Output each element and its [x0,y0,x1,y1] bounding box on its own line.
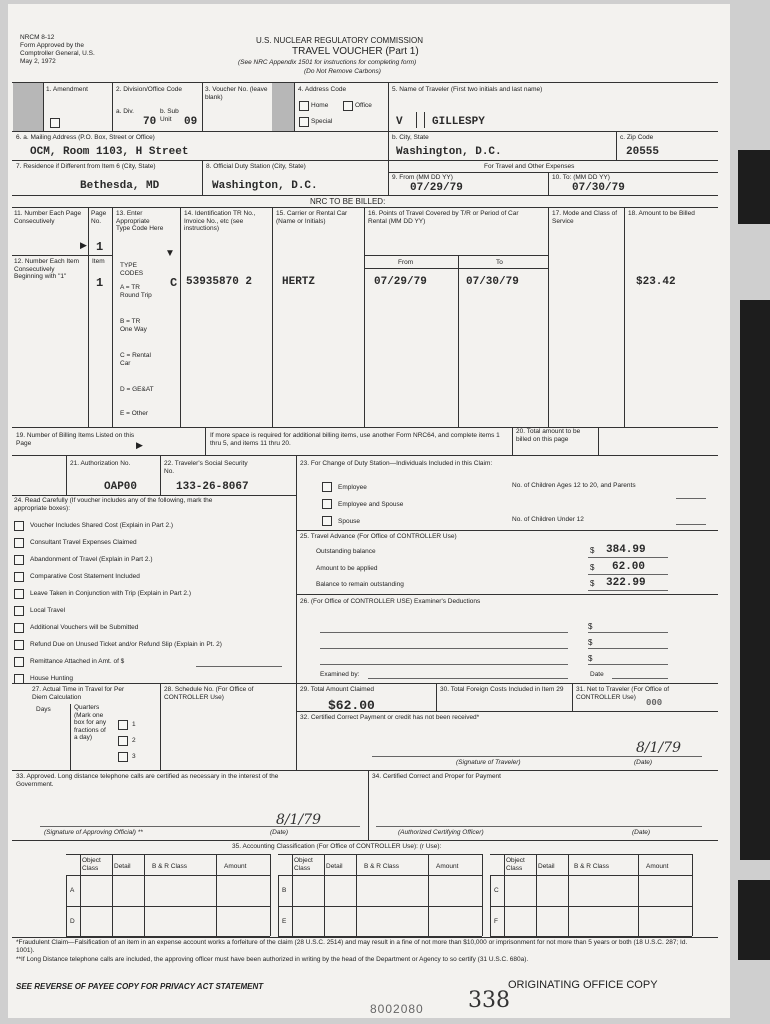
remaining-dollar: $ [590,579,595,588]
checklist-checkbox[interactable] [14,640,24,650]
voucher-no-label: 3. Voucher No. (leave blank) [205,86,268,101]
from-date: 07/29/79 [410,182,463,194]
examined-date-label: Date [590,671,604,678]
row-label: F [494,918,498,925]
checklist-item: Leave Taken in Conjunction with Trip (Explain in Part 2.) [30,590,192,597]
traveler-initial: V [396,116,403,128]
page-mark: 338 [468,988,510,1013]
type-code-c: C = Rental Car [120,352,151,367]
item-label: Item [92,258,105,265]
identification-label: 14. Identification TR No., Invoice No., etc (see instructions) [184,210,256,232]
quarter-checkbox[interactable] [118,736,128,746]
from-date-label: 9. From (MM DD YY) [392,174,453,181]
binding-tape [738,150,770,224]
net-to-traveler-label: 31. Net to Traveler (For Office of CONTROLLER Use) [576,686,670,701]
spouse-checkbox[interactable] [322,516,332,526]
quarters-label: Quarters (Mark one box for any fractions of a day) [74,704,107,741]
quarter-checkbox[interactable] [118,752,128,762]
employee-spouse-checkbox[interactable] [322,499,332,509]
checklist-item: Consultant Travel Expenses Claimed [30,539,137,546]
zip-label: c. Zip Code [620,134,654,141]
period-to-label: To [496,259,503,266]
checklist-checkbox[interactable] [14,657,24,667]
col-br-class: B & R Class [152,863,188,870]
period-from-label: From [398,259,414,266]
applied-label: Amount to be applied [316,565,378,572]
period-from: 07/29/79 [374,276,427,288]
home-label: Home [311,102,329,109]
approval-line: Form Approved by the [20,42,84,49]
special-checkbox[interactable] [299,117,309,127]
checklist-item: Comparative Cost Statement Included [30,573,140,580]
remaining-amount: 322.99 [606,577,646,589]
outstanding-amount: 384.99 [606,544,646,556]
checklist-item: Local Travel [30,607,66,614]
mailing-address-label: 6. a. Mailing Address (P.O. Box, Street or Office) [16,134,155,141]
total-amount-page-label: 20. Total amount to be billed on this page [516,428,581,443]
ssn: 133-26-8067 [176,481,249,493]
type-code-a: A = TR Round Trip [120,284,152,299]
deduction-dollar: $ [588,654,593,663]
office-label: Office [355,102,372,109]
schedule-no-label: 28. Schedule No. (For Office of CONTROLLER Use) [164,686,254,701]
col-amount: Amount [436,863,459,870]
applied-amount: 62.00 [612,561,646,573]
col-object-class: Object Class [82,857,101,872]
quarter-number: 3 [132,753,136,760]
foreign-costs-label: 30. Total Foreign Costs Included in Item 29 [440,686,564,693]
quarter-number: 2 [132,737,136,744]
checklist-item: House Hunting [30,675,73,682]
document-number: 8002080 [370,1002,424,1016]
certified-date-label: (Date) [632,829,651,836]
sub-unit-label: b. Sub Unit [160,108,179,123]
amendment-checkbox[interactable] [50,118,60,128]
certifying-officer-label: (Authorized Certifying Officer) [398,829,484,836]
type-code-arrow-icon: ▼ [165,248,175,259]
col-br-class: B & R Class [574,863,610,870]
traveler-name-label: 5. Name of Traveler (First two initials and last name) [392,86,543,93]
div-label: a. Div. [116,108,134,115]
to-date-label: 10. To: (MM DD YY) [552,174,610,181]
checklist-item: Abandonment of Travel (Explain in Part 2.) [30,556,153,563]
row-label: B [282,887,287,894]
checklist-checkbox[interactable] [14,572,24,582]
approved-label: 33. Approved. Long distance telephone calls are certified as necessary in the interest of the Government. [16,773,279,788]
duty-station: Washington, D.C. [212,180,318,192]
approval-line: Comptroller General, U.S. [20,50,95,57]
special-label: Special [311,118,333,125]
change-duty-label: 23. For Change of Duty Station—Individuals Included in this Claim: [300,460,493,467]
col-amount: Amount [646,863,669,870]
type-code-label: 13. Enter Appropriate Type Code Here [116,210,164,232]
total-claimed-label: 29. Total Amount Claimed [300,686,374,693]
billing-items-count-label: 19. Number of Billing Items Listed on this Page [16,432,135,447]
more-space-note: If more space is required for additional billing items, use another Form NRC64, and complete items 1 thru 5, and items 11 thru 20. [210,432,500,447]
page-number-label: 11. Number Each Page Consecutively [14,210,82,225]
applied-dollar: $ [590,563,595,572]
row-label: A [70,887,75,894]
deduction-dollar: $ [588,622,593,631]
children-12-20-label: No. of Children Ages 12 to 20, and Parents [512,482,636,489]
to-date: 07/30/79 [572,182,625,194]
expenses-label: For Travel and Other Expenses [484,163,575,170]
office-checkbox[interactable] [343,101,353,111]
binding-tape [740,300,770,860]
ssn-label: 22. Traveler's Social Security No. [164,460,248,475]
quarter-checkbox[interactable] [118,720,128,730]
type-codes-heading: TYPE CODES [120,262,144,277]
sub-unit-value: 09 [184,116,198,128]
form-note: (Do Not Remove Carbons) [304,68,381,75]
checklist-item: Voucher Includes Shared Cost (Explain in Part 2.) [30,522,174,529]
amendment-label: 1. Amendment [46,86,88,93]
type-code-b: B = TR One Way [120,318,147,333]
checklist-checkbox[interactable] [14,521,24,531]
duty-station-label: 8. Official Duty Station (City, State) [206,163,306,170]
approved-date: 8/1/79 [276,812,322,828]
mailing-address: OCM, Room 1103, H Street [30,146,189,158]
employee-spouse-label: Employee and Spouse [338,501,404,508]
shaded-block [272,83,294,131]
page-no: 1 [96,240,104,254]
authorization-no: OAP00 [104,481,138,493]
certified-correct-label: 32. Certified Correct Payment or credit has not been received* [300,714,480,721]
form-subtitle: (See NRC Appendix 1501 for instructions for completing form) [238,59,417,66]
outstanding-dollar: $ [590,546,595,555]
col-detail: Detail [326,863,343,870]
actual-time-label: 27. Actual Time in Travel for Per Diem Calculation [32,686,125,701]
binding-tape [738,880,770,960]
spouse-label: Spouse [338,518,361,525]
remaining-label: Balance to remain outstanding [316,581,404,588]
row-label: D [70,918,75,925]
employee-label: Employee [338,484,367,491]
traveler-date-label: (Date) [634,759,653,766]
approved-date-label: (Date) [270,829,289,836]
children-under-12-label: No. of Children Under 12 [512,516,584,523]
checklist-item: Remittance Attached in Amt. of $ [30,658,125,665]
checklist-checkbox[interactable] [14,538,24,548]
carrier-label: 15. Carrier or Rental Car (Name or Initials) [276,210,348,225]
net-to-traveler: 000 [646,698,663,708]
type-code-e: E = Other [120,410,148,417]
checklist-checkbox[interactable] [14,623,24,633]
authorization-label: 21. Authorization No. [70,460,131,467]
item-no: 1 [96,276,104,290]
city-state: Washington, D.C. [396,146,502,158]
address-code-label: 4. Address Code [298,86,347,93]
checklist-item: Refund Due on Unused Ticket and/or Refund Slip (Explain in Pt. 2) [30,641,222,648]
traveler-name: GILLESPY [432,116,485,128]
type-code: C [170,276,178,290]
checklist-checkbox[interactable] [14,555,24,565]
col-br-class: B & R Class [364,863,400,870]
checklist-checkbox[interactable] [14,589,24,599]
traveler-date: 8/1/79 [636,740,682,756]
checklist-item: Additional Vouchers will be Submitted [30,624,139,631]
page-arrow-icon: ▶ [80,240,87,250]
billing-heading: NRC TO BE BILLED: [310,197,386,206]
examined-by-label: Examined by: [320,671,360,678]
form-number: NRCM 8-12 [20,34,55,41]
carrier: HERTZ [282,276,316,288]
form-title: TRAVEL VOUCHER (Part 1) [292,46,419,57]
accounting-label: 35. Accounting Classification (For Office of CONTROLLER Use): (r Use): [232,843,442,850]
copy-label: ORIGINATING OFFICE COPY [508,979,658,991]
read-carefully-label: 24. Read Carefully (If voucher includes any of the following, mark the appropriate boxes): [14,497,213,512]
home-checkbox[interactable] [299,101,309,111]
type-code-d: D = GE&AT [120,386,154,393]
travel-advance-label: 25. Travel Advance (For Office of CONTROLLER Use) [300,533,457,540]
traveler-signature-label: (Signature of Traveler) [456,759,521,766]
quarter-number: 1 [132,721,136,728]
div-value: 70 [143,116,157,128]
deduction-dollar: $ [588,638,593,647]
residence: Bethesda, MD [80,180,160,192]
col-amount: Amount [224,863,247,870]
phone-note: **If Long Distance telephone calls are included, the approving officer must have been authorized in writing by the head of the Department or Agency to so certify (31 U.S.C. 680a). [16,956,529,963]
outstanding-label: Outstanding balance [316,548,376,555]
privacy-statement: SEE REVERSE OF PAYEE COPY FOR PRIVACY ACT STATEMENT [16,982,264,991]
approving-signature-label: (Signature of Approving Official) ** [44,829,143,836]
col-object-class: Object Class [294,857,313,872]
period-to: 07/30/79 [466,276,519,288]
city-state-label: b. City, State [392,134,429,141]
row-label: E [282,918,287,925]
points-of-travel-label: 16. Points of Travel Covered by T/R or Period of Car Rental (MM DD YY) [368,210,519,225]
identification: 53935870 2 [186,276,253,288]
mode-class-label: 17. Mode and Class of Service [552,210,618,225]
shaded-block [13,83,43,131]
employee-checkbox[interactable] [322,482,332,492]
total-claimed: $62.00 [328,698,375,713]
days-label: Days [36,706,51,713]
billing-items-arrow-icon: ▶ [136,440,143,450]
col-detail: Detail [538,863,555,870]
checklist-checkbox[interactable] [14,606,24,616]
residence-label: 7. Residence if Different from Item 6 (City, State) [16,163,156,170]
row-label: C [494,887,499,894]
zip-code: 20555 [626,146,660,158]
approval-line: May 2, 1972 [20,58,56,65]
agency-name: U.S. NUCLEAR REGULATORY COMMISSION [256,36,423,45]
examiner-deductions-label: 26. (For Office of CONTROLLER USE) Examiner's Deductions [300,598,481,605]
amount-billed-label: 18. Amount to be Billed [628,210,695,217]
division-code-label: 2. Division/Office Code [116,86,182,93]
col-object-class: Object Class [506,857,525,872]
fraud-note: *Fraudulent Claim—Falsification of an item in an expense account works a forfeiture of the claim (28 U.S.C. 2514) and may result in a fine of not more than $10,000 or imprisonment for not more than 5 years or both (18 U.S.C. 287; Id. 1001). [16,939,688,954]
col-detail: Detail [114,863,131,870]
amount-billed: $23.42 [636,276,676,288]
certified-payment-label: 34. Certified Correct and Proper for Payment [372,773,501,780]
page-no-label: Page No. [91,210,107,225]
item-number-label: 12. Number Each Item Consecutively Beginning with "1" [14,258,80,280]
